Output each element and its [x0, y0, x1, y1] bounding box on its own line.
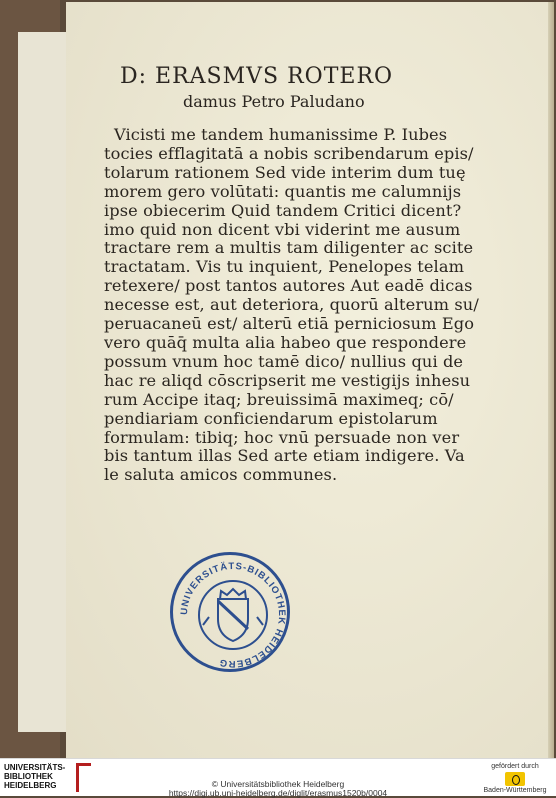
- text-line: possum vnum hoc tamē dico/ nullius qui de: [104, 351, 464, 371]
- page-title: D: ERASMVS ROTERO: [120, 64, 394, 89]
- text-line: peruacaneū est/ alterū etiā perniciosum Ego: [104, 314, 475, 334]
- text-line: ipse obiecerim Quid tandem Critici dicent?: [104, 200, 462, 220]
- text-line: tolarum rationem Sed vide interim dum tuę: [104, 162, 466, 182]
- text-line: necesse est, aut deteriora, quorū alterum su/: [104, 295, 479, 315]
- text-line: vero quāq̄ multa alia habeo que respondere: [104, 332, 467, 352]
- text-line: imo quid non dicent vbi viderint me ausum: [104, 219, 461, 239]
- text-line: morem gero volūtati: quantis me calumnijs: [104, 181, 462, 201]
- text-line: pendiariam conficiendarum epistolarum: [104, 408, 438, 428]
- page-subtitle: damus Petro Paludano: [183, 92, 365, 111]
- viewer-footer: [0, 758, 556, 796]
- text-line: hac re aliqd cōscripserit me vestigijs inhesu: [104, 370, 471, 390]
- text-line: le saluta amicos communes.: [104, 465, 338, 485]
- library-stamp: [170, 552, 290, 672]
- baden-wuerttemberg-logo-icon: [505, 772, 525, 786]
- facing-leaf: [18, 32, 70, 732]
- funding-org: Baden-Württemberg: [483, 787, 547, 794]
- text-line: Vicisti me tandem humanissime P. Iubes: [114, 125, 448, 144]
- text-line: tractatam. Vis tu inquient, Penelopes telam: [104, 257, 465, 277]
- text-line: tocies efflagitatā a nobis scribendarum epis/: [104, 143, 474, 163]
- document-url[interactable]: https://digi.ub.uni-heidelberg.de/diglit/erasmus1520b/0004: [168, 788, 388, 798]
- text-line: rum Accipe itaq; breuissimā maximeq; cō/: [104, 389, 454, 409]
- text-line: bis tantum illas Sed arte etiam indigere. Va: [104, 446, 465, 466]
- text-body: [104, 126, 479, 485]
- page-edge: [548, 2, 554, 758]
- text-line: formulam: tibiq; hoc vnū persuade non ver: [104, 427, 460, 447]
- text-line: tractare rem a multis tam diligenter ac scite: [104, 238, 474, 258]
- copyright-notice: © Universitätsbibliothek Heidelberg: [211, 779, 345, 789]
- text-line: retexere/ post tantos autores Aut eadē dicas: [104, 276, 473, 296]
- stamp-seal-icon: [173, 555, 293, 675]
- funding-credit: [480, 763, 550, 794]
- stamp-text: UNIVERSITÄTS-BIBLIOTHEK HEIDELBERG: [178, 560, 288, 670]
- funding-label: gefördert durch: [491, 763, 539, 770]
- library-logo: UNIVERSITÄTS- BIBLIOTHEK HEIDELBERG: [4, 763, 66, 790]
